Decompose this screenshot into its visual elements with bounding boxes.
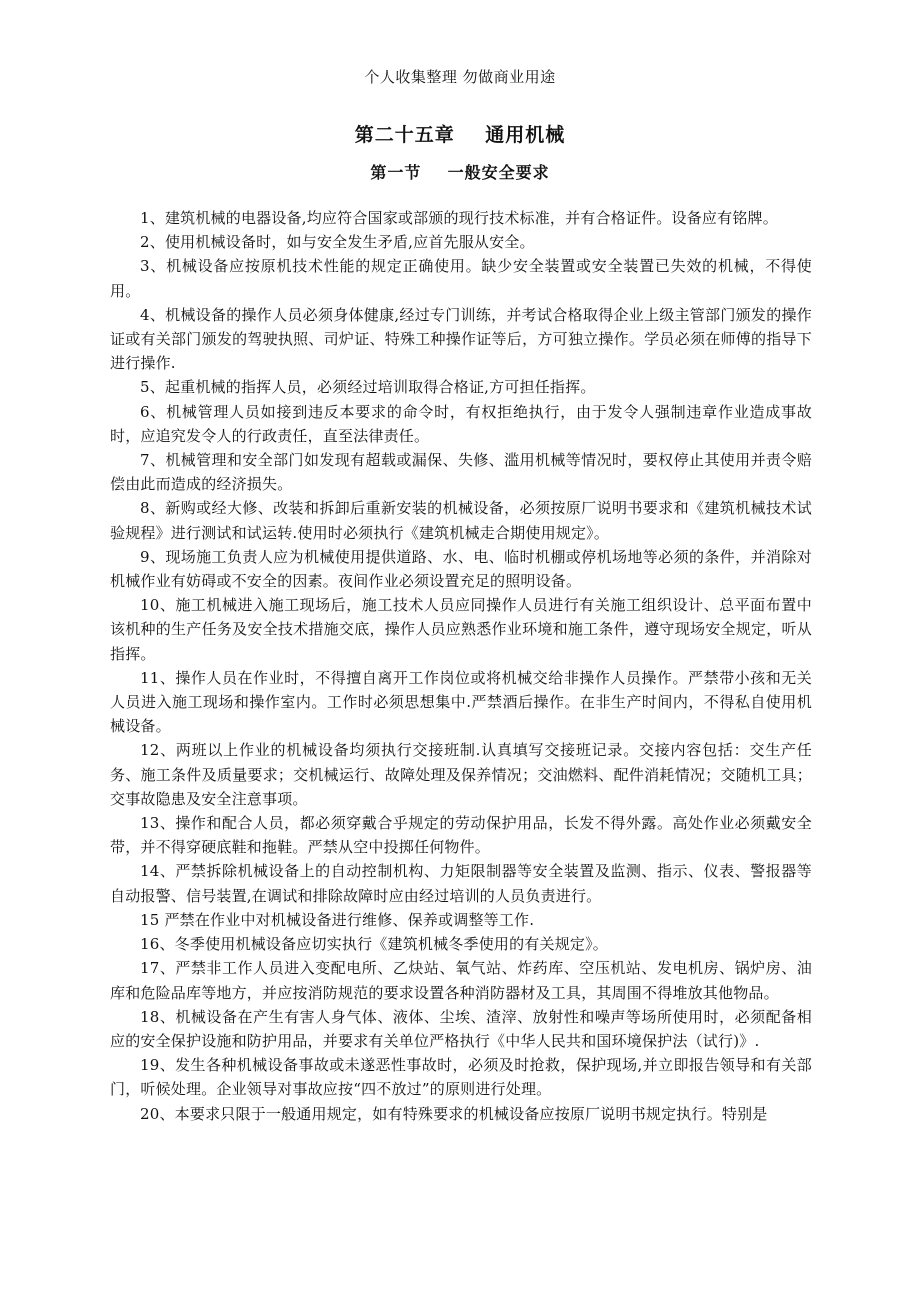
paragraph-8: 8、新购或经大修、改装和拆卸后重新安装的机械设备，必须按原厂说明书要求和《建筑机械技术试验规程》进行测试和试运转.使用时必须执行《建筑机械走合期使用规定》。 (110, 499, 812, 542)
paragraph-18: 18、机械设备在产生有害人身气体、液体、尘埃、渣滓、放射性和噪声等场所使用时，必须配备相应的安全保护设施和防护用品，并要求有关单位严格执行《中华人民共和国环境保护法（试行)》. (110, 1007, 812, 1050)
paragraph-4: 4、机械设备的操作人员必须身体健康,经过专门训练，并考试合格取得企业上级主管部门颁发的操作证或有关部门颁发的驾驶执照、司炉证、特殊工种操作证等后，方可独立操作。学员必须在师傅的指导下进行操作. (110, 305, 812, 373)
section-title: 第一节 一般安全要求 (370, 163, 550, 182)
paragraph-1: 1、建筑机械的电器设备,均应符合国家或部颁的现行技术标准，并有合格证件。设备应有铭牌。 (140, 209, 778, 227)
paragraph-11: 11、操作人员在作业时，不得擅自离开工作岗位或将机械交给非操作人员操作。严禁带小孩和无关人员进入施工现场和操作室内。工作时必须思想集中.严禁酒后操作。在非生产时间内，不得私自使用机械设备。 (110, 668, 812, 736)
paragraph-10: 10、施工机械进入施工现场后，施工技术人员应同操作人员进行有关施工组织设计、总平面布置中该机种的生产任务及安全技术措施交底，操作人员应熟悉作业环境和施工条件，遵守现场安全规定，听从指挥。 (110, 596, 812, 663)
paragraph-20: 20、本要求只限于一般通用规定，如有特殊要求的机械设备应按原厂说明书规定执行。特别是 (140, 1104, 768, 1123)
body-text (110, 206, 812, 1126)
paragraph-9: 9、现场施工负责人应为机械使用提供道路、水、电、临时机棚或停机场地等必须的条件，并消除对机械作业有妨碍或不安全的因素。夜间作业必须设置充足的照明设备。 (110, 547, 812, 591)
paragraph-6: 6、机械管理人员如接到违反本要求的命令时，有权拒绝执行，由于发令人强制违章作业造成事故时，应追究发令人的行政责任，直至法律责任。 (110, 402, 812, 445)
paragraph-15: 15 严禁在作业中对机械设备进行维修、保养或调整等工作. (140, 910, 535, 929)
paragraph-16: 16、冬季使用机械设备应切实执行《建筑机械冬季使用的有关规定》。 (140, 935, 608, 954)
paragraph-19: 19、发生各种机械设备事故或未遂恶性事故时，必须及时抢救，保护现场,并立即报告领导和有关部门，听候处理。企业领导对事故应按“四不放过”的原则进行处理。 (110, 1056, 812, 1099)
paragraph-7: 7、机械管理和安全部门如发现有超载或漏保、失修、滥用机械等情况时，要权停止其使用并责令赔偿由此而造成的经济损失。 (110, 451, 812, 494)
paragraph-17: 17、严禁非工作人员进入变配电所、乙炔站、氧气站、炸药库、空压机站、发电机房、锅炉房、油库和危险品库等地方，并应按消防规范的要求设置各种消防器材及工具，其周围不得堆放其他物品。 (110, 959, 812, 1002)
header-note: 个人收集整理 勿做商业用途 (364, 68, 556, 86)
paragraph-12: 12、两班以上作业的机械设备均须执行交接班制.认真填写交接班记录。交接内容包括：交生产任务、施工条件及质量要求；交机械运行、故障处理及保养情况；交油燃料、配件消耗情况；交随机工具；交事故隐患及安全注意事项。 (110, 741, 812, 808)
paragraph-14: 14、严禁拆除机械设备上的自动控制机构、力矩限制器等安全装置及监测、指示、仪表、警报器等自动报警、信号装置,在调试和排除故障时应由经过培训的人员负责进行。 (110, 862, 812, 905)
paragraph-5: 5、起重机械的指挥人员，必须经过培训取得合格证,方可担任指挥。 (140, 378, 596, 397)
chapter-title: 第二十五章 通用机械 (354, 124, 566, 146)
paragraph-3: 3、机械设备应按原机技术性能的规定正确使用。缺少安全装置或安全装置已失效的机械，不得使用。 (110, 257, 812, 300)
paragraph-13: 13、操作和配合人员，都必须穿戴合乎规定的劳动保护用品，长发不得外露。高处作业必须戴安全带，并不得穿硬底鞋和拖鞋。严禁从空中投掷任何物件。 (110, 814, 812, 857)
paragraph-2: 2、使用机械设备时，如与安全发生矛盾,应首先服从安全。 (140, 233, 535, 252)
